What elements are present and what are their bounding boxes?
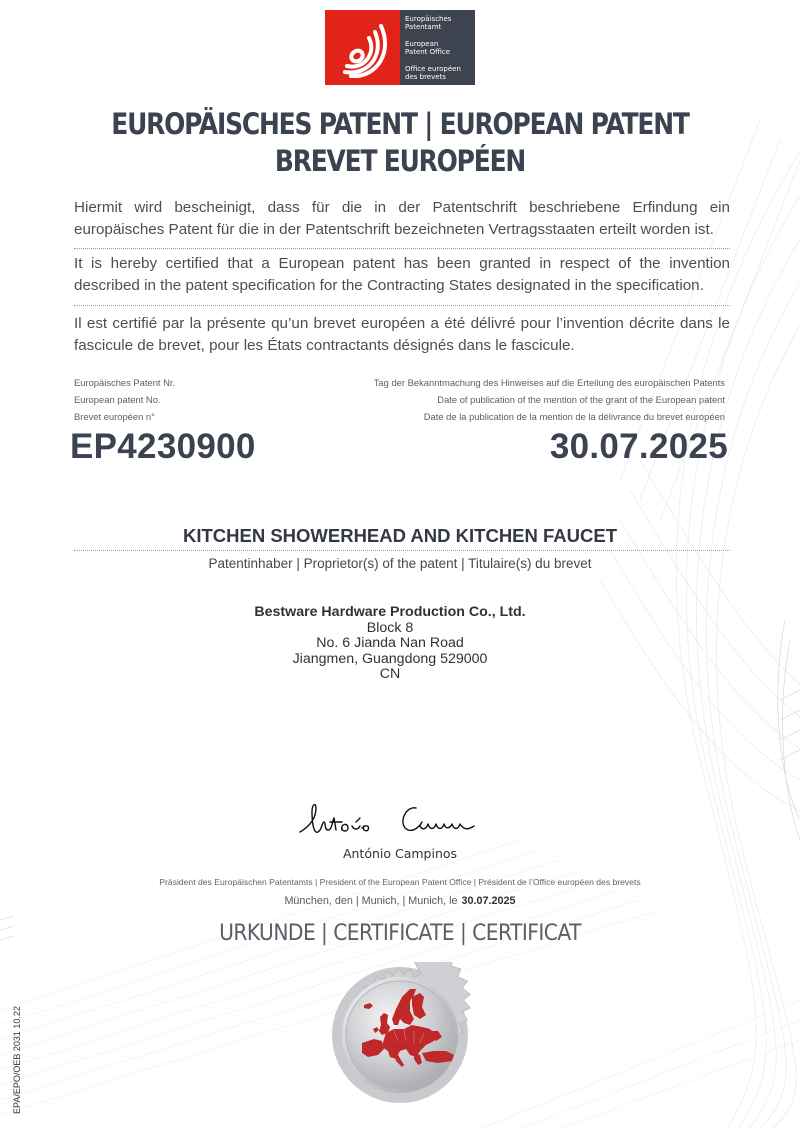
form-code: EPA/EPO/OEB 2031 10.22 (12, 1006, 22, 1114)
epo-logo-text-panel (400, 10, 475, 85)
logo-text: Patent Office (405, 48, 451, 56)
certification-text-de: Hiermit wird bescheinigt, dass für die in der Patentschrift beschriebene Erfindung ein europäisches Patent für die in der Patentschrift bezeichneten Vertragsstaaten erteilt worden ist. (74, 199, 730, 238)
certification-text-fr: Il est certifié par la présente qu’un brevet européen a été délivré pour l’invention décrite dans le fascicule de brevet, pour les États contractants désignés dans le fascicule. (74, 315, 730, 354)
certification-text-en: It is hereby certified that a European patent has been granted in respect of the invention described in the patent specification for the Contracting States designated in the specification. (74, 255, 730, 294)
patent-number-label-de: Europäisches Patent Nr. (74, 377, 176, 388)
signing-date: 30.07.2025 (461, 895, 516, 907)
patent-number-label-en: European patent No. (74, 394, 161, 405)
patent-number-value: EP4230900 (70, 427, 256, 466)
epo-waves-logo-icon (333, 18, 393, 78)
address-line: Block 8 (366, 619, 414, 636)
publication-date-label-de: Tag der Bekanntmachung des Hinweises auf die Erteilung des europäischen Patents (373, 377, 725, 388)
logo-text: Europäisches (405, 15, 452, 23)
publication-date-label-en: Date of publication of the mention of the grant of the European patent (437, 394, 725, 405)
dotted-divider (74, 248, 730, 249)
address-line: CN (379, 666, 401, 683)
address-line: Jiangmen, Guangdong 529000 (292, 650, 488, 667)
proprietor-heading: Patentinhaber | Proprietor(s) of the patent | Titulaire(s) du brevet (208, 556, 592, 571)
publication-date-value: 30.07.2025 (549, 427, 728, 466)
document-title-line-1: EUROPÄISCHES PATENT | EUROPEAN PATENT (111, 107, 689, 141)
epo-logo-mark (325, 10, 400, 85)
address-line: No. 6 Jianda Nan Road (316, 635, 464, 652)
europe-map-silver-seal-icon (327, 962, 473, 1108)
dotted-divider (74, 305, 730, 306)
signing-place: München, den | Munich, | Munich, le (284, 895, 458, 907)
proprietor-address (0, 605, 780, 683)
epo-logo (325, 10, 475, 85)
patent-number-label-fr: Brevet européen n° (74, 411, 155, 422)
dotted-divider (74, 550, 730, 551)
logo-text: European (405, 40, 439, 48)
publication-date-labels (374, 374, 725, 425)
certificate-label: URKUNDE | CERTIFICATE | CERTIFICAT (219, 921, 581, 946)
logo-text: Patentamt (405, 23, 442, 31)
signing-place-date (0, 895, 800, 907)
logo-text: Office européen (405, 65, 461, 73)
proprietor-company: Bestware Hardware Production Co., Ltd. (254, 604, 526, 620)
logo-text: des brevets (405, 73, 446, 81)
invention-title: KITCHEN SHOWERHEAD AND KITCHEN FAUCET (182, 525, 618, 546)
handwritten-signature-icon (296, 796, 496, 842)
patent-number-labels (74, 374, 175, 425)
signer-title: Präsident des Europäischen Patentamts | President of the European Patent Office | Président de l’Office européen des brevets (159, 877, 641, 887)
signer-name: António Campinos (342, 846, 458, 861)
publication-date-label-fr: Date de la publication de la mention de la délivrance du brevet européen (423, 411, 725, 422)
document-title-line-2: BREVET EUROPÉEN (274, 144, 526, 178)
